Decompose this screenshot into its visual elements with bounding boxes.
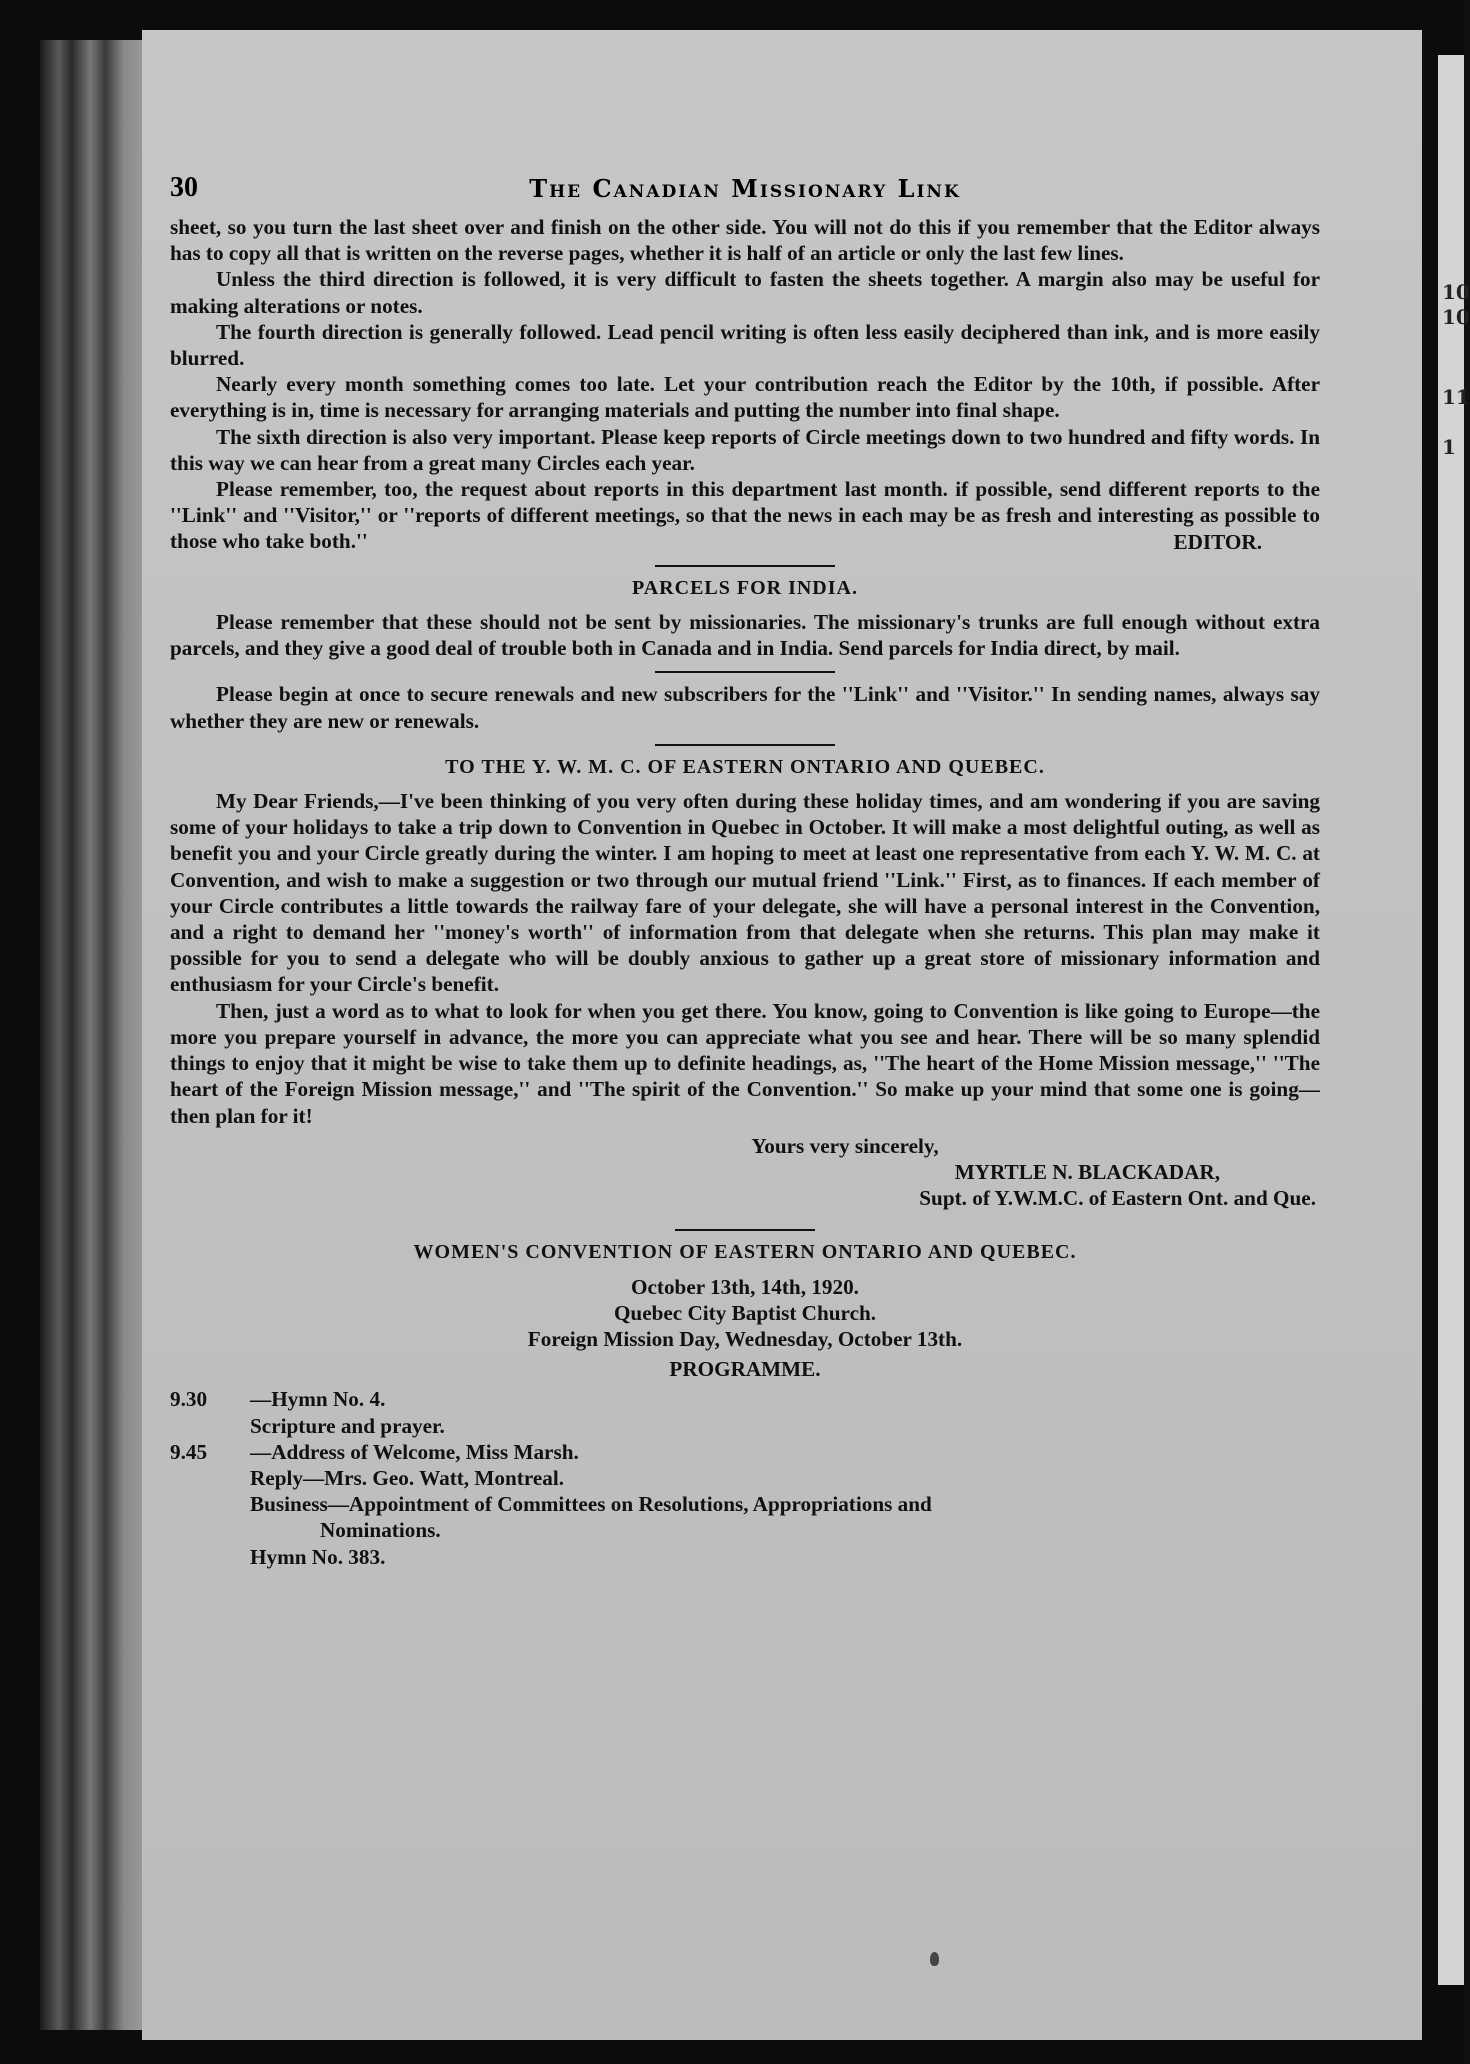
programme-item: —Address of Welcome, Miss Marsh. [250, 1439, 579, 1464]
parcels-section [170, 575, 1320, 662]
programme-item: Scripture and prayer. [250, 1413, 445, 1438]
programme-item: Hymn No. 383. [250, 1544, 386, 1569]
section-heading: PARCELS FOR INDIA. [632, 576, 858, 599]
programme-entry [170, 1439, 1320, 1465]
divider [655, 671, 835, 673]
paragraph: Please begin at once to secure renewals and new subscribers for the ''Link'' and ''Visitor.'' In sending names, always say whether they are new or renewals. [170, 682, 1320, 733]
divider [655, 565, 835, 567]
paragraph: Nearly every month something comes too late. Let your contribution reach the Editor by the 10th, if possible. After everything is in, time is necessary for arranging materials and putting the number into final shape. [170, 372, 1320, 423]
next-page-fragment: 1 [1442, 435, 1456, 459]
spacer [170, 1211, 1320, 1219]
book-binding [40, 40, 145, 2030]
letter-closing: Yours very sincerely, [751, 1133, 939, 1158]
programme-time: 9.30 [170, 1387, 208, 1412]
editor-directions [170, 214, 1320, 555]
section-heading: TO THE Y. W. M. C. OF EASTERN ONTARIO AND QUEBEC. [445, 755, 1045, 778]
convention-venue: Quebec City Baptist Church. [613, 1300, 877, 1325]
page-body [170, 214, 1320, 1570]
convention-dates: October 13th, 14th, 1920. [631, 1274, 859, 1299]
divider [655, 744, 835, 746]
section-heading: WOMEN'S CONVENTION OF EASTERN ONTARIO AND QUEBEC. [413, 1241, 1077, 1264]
running-head: The Canadian Missionary Link [529, 174, 961, 203]
paragraph: The sixth direction is also very important. Please keep reports of Circle meetings down to two hundred and fifty words. In this way we can hear from a great many Circles each year. [170, 424, 1320, 475]
programme-entry [170, 1386, 1320, 1412]
editor-signature: EDITOR. [1173, 529, 1262, 554]
convention-section [170, 1239, 1320, 1569]
programme-list [170, 1386, 1320, 1569]
next-page-edge [1438, 55, 1470, 1985]
paragraph: The fourth direction is generally followed. Lead pencil writing is often less easily deciphered than ink, and is more easily blurred. [170, 319, 1320, 371]
programme-title: PROGRAMME. [669, 1357, 821, 1382]
paragraph: Please remember that these should not be sent by missionaries. The missionary's trunks are full enough without extra parcels, and they give a good deal of trouble both in Canada and in India. Send parcels for India direct, by mail. [170, 610, 1320, 661]
programme-item: Nominations. [320, 1518, 441, 1543]
programme-item: —Hymn No. 4. [250, 1387, 386, 1412]
next-page-fragment: 10 [1442, 305, 1470, 329]
next-page-fragment: 10 [1442, 280, 1470, 304]
paragraph: sheet, so you turn the last sheet over and finish on the other side. You will not do this if you remember that the Editor always has to copy all that is written on the reverse pages, whether it is half of an article or only the last few lines. [170, 215, 1320, 266]
divider [675, 1229, 815, 1231]
page-number: 30 [170, 172, 198, 203]
paragraph: Unless the third direction is followed, it is very difficult to fasten the sheets together. A margin also may be useful for making alterations or notes. [170, 267, 1320, 318]
ywmc-letter [170, 754, 1320, 1211]
programme-item: Business—Appointment of Committees on Resolutions, Appropriations and [250, 1492, 932, 1517]
page-header [170, 172, 1320, 208]
letter-signer-title: Supt. of Y.W.M.C. of Eastern Ont. and Que. [919, 1186, 1316, 1211]
paragraph: My Dear Friends,—I've been thinking of you very often during these holiday times, and am wondering if you are saving some of your holidays to take a trip down to Convention in Quebec in October. It will make a most delightful outing, as well as benefit you and your Circle greatly during the winter. I am hoping to meet at least one representative from each Y. W. M. C. at Convention, and wish to make a suggestion or two through our mutual friend ''Link.'' First, as to finances. If each member of your Circle contributes a little towards the railway fare of your delegate, she will have a personal interest in the Convention, and a right to demand her ''money's worth'' of information from that delegate when she returns. This plan may make it possible for you to send a delegate who will be doubly anxious to gather up a great store of missionary information and enthusiasm for your Circle's benefit. [170, 789, 1320, 997]
programme-item: Reply—Mrs. Geo. Watt, Montreal. [250, 1465, 565, 1490]
renewals-section [170, 681, 1320, 733]
next-page-fragment: 11 [1442, 385, 1470, 409]
letter-signer: MYRTLE N. BLACKADAR, [954, 1159, 1220, 1184]
ink-blot [930, 1952, 939, 1966]
programme-time: 9.45 [170, 1439, 208, 1464]
paragraph: Please remember, too, the request about reports in this department last month. if possible, send different reports to the ''Link'' and ''Visitor,'' or ''reports of different meetings, so that the news in each may be as fresh and interesting as possible to those who take both.'' [170, 477, 1320, 554]
paragraph: Then, just a word as to what to look for when you get there. You know, going to Convention is like going to Europe—the more you prepare yourself in advance, the more you can appreciate what you see and hear. There will be so many splendid things to enjoy that it might be wise to take them up to definite headings, as, ''The heart of the Home Mission message,'' ''The heart of the Foreign Mission message,'' and ''The spirit of the Convention.'' So make up your mind that some one is going—then plan for it! [170, 998, 1320, 1128]
convention-day: Foreign Mission Day, Wednesday, October 13th. [527, 1326, 963, 1351]
